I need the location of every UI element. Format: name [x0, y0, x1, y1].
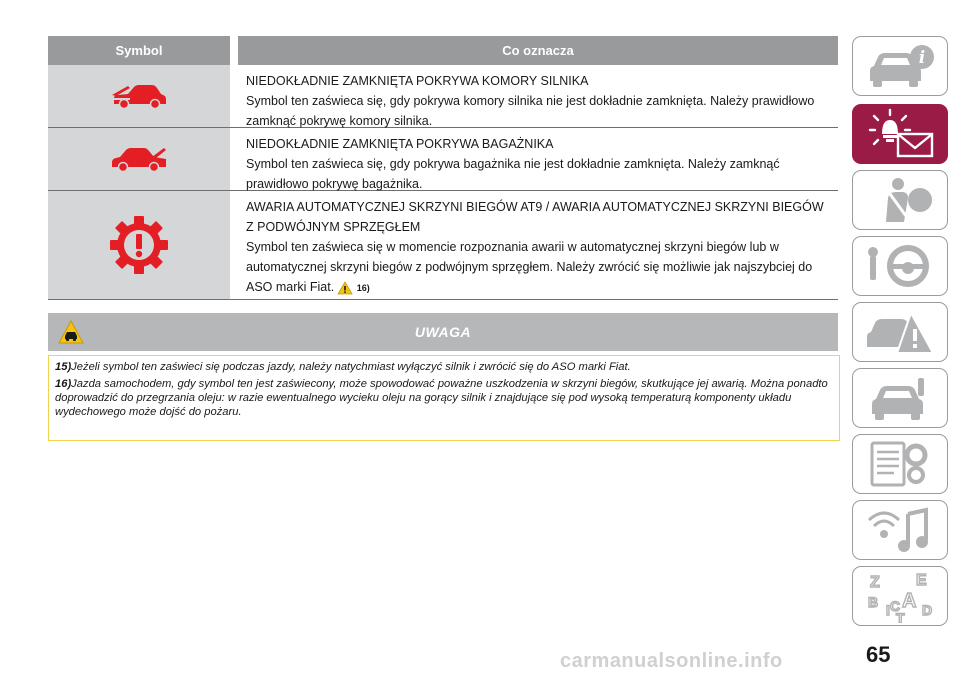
- tab-emergency[interactable]: [852, 302, 948, 362]
- table-row: [48, 65, 838, 128]
- index-icon: [860, 569, 940, 623]
- warning-header: [48, 313, 838, 351]
- gearbox-fault-icon: [109, 215, 169, 275]
- index-letter: A: [902, 590, 917, 612]
- warning-lights-icon: [862, 108, 938, 160]
- meaning-cell: [238, 65, 838, 127]
- car-bonnet-open-icon: [108, 82, 170, 110]
- tab-safety[interactable]: [852, 170, 948, 230]
- tab-index[interactable]: [852, 566, 948, 626]
- index-letter: T: [896, 610, 905, 623]
- index-letter: D: [922, 602, 933, 618]
- car-boot-open-icon: [108, 145, 170, 173]
- row-title: NIEDOKŁADNIE ZAMKNIĘTA POKRYWA KOMORY SILNIKA: [246, 74, 589, 88]
- warning-triangle-icon: [337, 281, 353, 301]
- car-emergency-icon: [863, 307, 937, 357]
- index-letter: B: [868, 594, 879, 610]
- row-title: NIEDOKŁADNIE ZAMKNIĘTA POKRYWA BAGAŻNIKA: [246, 137, 554, 151]
- symbol-cell: [48, 65, 230, 127]
- row-title: AWARIA AUTOMATYCZNEJ SKRZYNI BIEGÓW AT9 / AWARIA AUTOMATYCZNEJ SKRZYNI BIEGÓW Z PODWÓJNYM SPRZĘGŁEM: [246, 200, 824, 234]
- page-number: 65: [866, 642, 891, 667]
- symbol-cell: [48, 128, 230, 190]
- multimedia-icon: [864, 506, 936, 554]
- table-row: [48, 191, 838, 300]
- tab-multimedia[interactable]: [852, 500, 948, 560]
- tab-start-drive[interactable]: [852, 236, 948, 296]
- tab-warning-lights[interactable]: [852, 104, 948, 164]
- technical-data-icon: [864, 439, 936, 489]
- car-info-icon: [864, 43, 936, 89]
- index-letter: C: [890, 598, 901, 614]
- tab-service[interactable]: [852, 368, 948, 428]
- row-text: Symbol ten zaświeca się, gdy pokrywa komory silnika nie jest dokładnie zamknięta. Należy prawidłowo zamknąć pokrywę komory silnika.: [246, 94, 815, 128]
- table-header: [48, 36, 838, 65]
- warning-title: UWAGA: [414, 324, 472, 340]
- note-reference[interactable]: 16): [356, 283, 370, 293]
- warning-note: 15)Jeżeli symbol ten zaświeci się podczas jazdy, należy natychmiast wyłączyć silnik i zwrócić się do ASO marki Fiat.: [55, 361, 631, 373]
- table-row: [48, 128, 838, 191]
- symbol-cell: [48, 191, 230, 299]
- watermark: carmanualsonline.info: [560, 650, 783, 672]
- index-letter: I: [886, 602, 890, 618]
- symbol-table: [48, 36, 838, 300]
- svg-text:i: i: [918, 48, 926, 68]
- steering-key-icon: [864, 242, 936, 290]
- warning-body: [48, 355, 840, 441]
- warning-note: 16)Jazda samochodem, gdy symbol ten jest zaświecony, może spowodować poważne uszkodzenia w skrzyni biegów, skutkujące jej awarią. Można ponadto doprowadzić do przegrzania oleju: w razie ewentualnego wycieku oleju na gorący silnik i znajdujące się pod wysoką temperaturą komponenty układu wydechowego może dojść do pożaru.: [55, 378, 828, 418]
- row-text: Symbol ten zaświeca się, gdy pokrywa bagażnika nie jest dokładnie zamknięta. Należy zamknąć prawidłowo pokrywę bagażnika.: [246, 157, 780, 191]
- header-meaning: Co oznacza: [502, 43, 574, 58]
- header-symbol: Symbol: [115, 43, 163, 58]
- row-text: Symbol ten zaświeca się w momencie rozpoznania awarii w automatycznej skrzyni biegów lub w automatycznej skrzyni biegów z podwójnym sprzęgłem. Należy zwrócić się możliwie jak najszybciej do ASO marki Fiat. 16): [246, 237, 828, 301]
- tab-car-info[interactable]: [852, 36, 948, 96]
- meaning-cell: [238, 191, 838, 299]
- index-letter: E: [916, 572, 927, 589]
- seatbelt-airbag-icon: [864, 176, 936, 224]
- tab-technical-data[interactable]: [852, 434, 948, 494]
- car-service-icon: [864, 374, 936, 422]
- index-letter: Z: [870, 574, 880, 591]
- meaning-cell: [238, 128, 838, 190]
